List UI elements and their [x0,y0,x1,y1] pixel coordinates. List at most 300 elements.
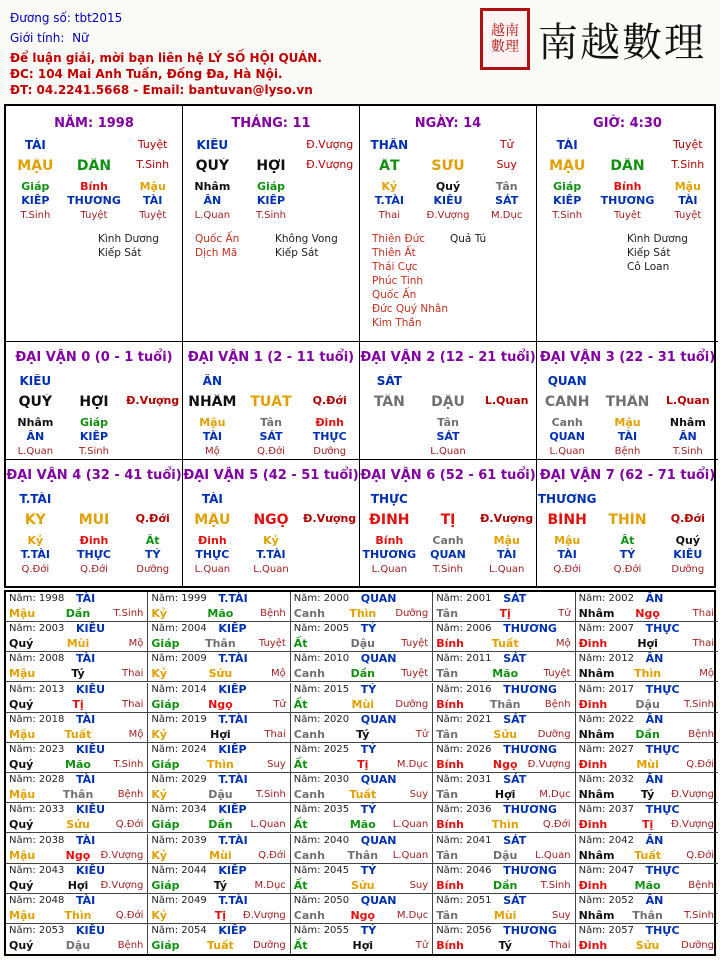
dai-van-title: ĐẠI VẬN 4 (32 - 41 tuổi) [6,468,182,483]
year-label: Năm: 1999 [151,593,207,604]
year-phase: Bệnh [688,728,714,740]
hidden-god: TỶ [619,548,636,561]
year-branch: Dậu [492,848,518,862]
year-label: Năm: 2026 [436,744,492,755]
year-branch: Tuất [206,939,234,953]
year-label: Năm: 2057 [578,925,634,937]
year-phase: Suy [267,759,286,770]
hidden-phase-row [6,564,182,575]
year-label: Năm: 2041 [436,834,492,846]
year-stem: Bính [436,758,465,771]
dai-van-title: ĐẠI VẬN 2 (12 - 21 tuổi) [360,350,536,365]
year-branch: Hợi [210,727,231,741]
hidden-stem: Quý [435,180,461,193]
hidden-stem: Ất [145,534,160,547]
year-phase: T.Sinh [113,759,144,770]
year-branch: Tuất [491,637,519,651]
spacer [597,374,657,388]
year-ten-god: TÀI [76,773,96,787]
year-stem: Kỷ [151,667,168,681]
hidden-phase [300,210,359,221]
year-branch: Thân [205,637,236,651]
spacer [477,492,536,506]
hidden-stem-row [360,534,536,547]
year-ten-god: TÀI [76,833,96,847]
hidden-stem: Nhâm [17,416,54,429]
year-ten-god: TỶ [360,743,377,756]
year-label: Năm: 2038 [9,834,65,846]
hidden-god: KIẾP [256,194,286,207]
year-ten-god: ẤN [645,592,664,605]
hidden-stem: Bính [375,534,404,547]
year-stem: Quý [9,939,34,953]
year-stem: Tân [436,667,459,681]
year-ten-god: QUAN [360,773,397,787]
year-phase: Đ.Vượng [671,789,714,801]
pillar-cell [183,106,360,342]
stem-branch-row [6,394,182,410]
year-cell [433,773,575,803]
year-label: Năm: 2018 [9,713,65,725]
ten-god: THÂN [370,138,409,152]
year-label: Năm: 2004 [151,623,207,635]
year-phase: Mộ [271,668,286,680]
hidden-phase: Dưỡng [136,564,170,575]
year-cell [576,652,718,682]
year-phase: Mộ [128,638,144,650]
hidden-phase [123,446,182,457]
year-branch: Mùi [66,637,90,651]
year-stem: Canh [293,848,325,862]
star-name: Thiên Đức [372,233,426,245]
pillar-grid [4,104,716,588]
ten-god: TÀI [24,138,46,152]
year-stem: Bính [436,878,465,892]
phase-label: Tuyệt [137,138,168,151]
year-branch: Thân [489,697,521,711]
year-cell [433,683,575,713]
year-ten-god: SÁT [503,592,527,605]
stem-branch-row [360,394,536,410]
year-stem: Tân [436,848,459,862]
ten-god: TÀI [201,492,223,506]
year-phase: Bệnh [117,940,144,952]
branch-phase: Đ.Vượng [306,158,354,171]
heavenly-stem: ĐINH [369,512,410,528]
dai-van-cell [6,460,183,586]
year-label: Năm: 2025 [293,744,350,755]
year-branch: Dậu [208,788,233,802]
year-ten-god: THƯƠNG [503,863,557,877]
hidden-god-row [537,548,718,561]
dai-van-title: ĐẠI VẬN 0 (0 - 1 tuổi) [15,350,173,365]
year-ten-god: SÁT [503,894,527,907]
branch-phase: T.Sinh [136,158,170,171]
year-ten-god: ẤN [645,894,664,907]
star-name: Kiếp Sát [275,247,319,259]
dai-van-title: ĐẠI VẬN 3 (22 - 31 tuổi) [539,350,716,365]
god-row [537,138,718,152]
hidden-god [477,430,536,443]
year-label: Năm: 2012 [578,653,634,665]
hidden-phase-row [537,446,718,457]
year-ten-god: ẤN [645,833,664,847]
year-branch: Tị [214,909,227,922]
branch-phase: Đ.Vượng [303,512,357,525]
pillar-title: NĂM: 1998 [54,116,134,131]
year-cell [433,743,575,773]
year-phase: Tuyệt [401,668,429,680]
year-ten-god: T.TÀI [218,773,248,787]
year-cell [291,894,433,924]
hidden-god: T.TÀI [374,194,404,207]
hidden-stem: Mậu [199,416,226,429]
dai-van-title: ĐẠI VẬN 5 (42 - 51 tuổi) [183,468,359,483]
year-label: Năm: 2022 [578,713,634,725]
hidden-god: THƯƠNG [67,194,121,207]
ten-god: KIÊU [19,374,52,388]
year-stem: Ất [293,758,308,771]
year-phase: T.Sinh [113,608,144,619]
year-branch: Mão [65,758,91,771]
year-stem: Tân [436,607,459,620]
star-name: Thái Cực [372,261,418,273]
hidden-phase: Q.Đới [553,564,582,575]
year-branch: Hợi [637,637,658,651]
year-branch: Ngọ [492,758,518,771]
year-phase: Bệnh [260,608,286,619]
year-stem: Mậu [9,667,36,681]
year-branch: Thìn [64,909,92,922]
year-ten-god: KIẾP [218,622,247,636]
year-ten-god: THƯƠNG [503,743,557,756]
year-label: Năm: 2013 [9,683,65,695]
year-cell [6,834,148,864]
ten-god: QUAN [547,374,587,388]
year-cell [576,894,718,924]
year-branch: Thân [632,909,663,922]
year-stem: Kỷ [151,909,168,922]
branch-phase: Q.Đới [135,512,170,525]
branch-phase: Q.Đới [670,512,705,525]
spacer [242,492,301,506]
hidden-god: KIÊU [433,194,463,207]
dai-van-title: ĐẠI VẬN 7 (62 - 71 tuổi) [539,468,716,483]
year-branch: Thìn [491,818,519,832]
star-name: Kiếp Sát [627,247,671,259]
year-ten-god: TỶ [360,924,377,938]
pillar-cell [360,106,537,342]
god-row [537,492,718,506]
year-branch: Dậu [635,697,660,711]
year-ten-god: THƯƠNG [503,682,557,696]
hidden-stem-row [6,180,182,193]
year-cell [291,743,433,773]
hidden-stem: Giáp [256,180,286,193]
year-cell [148,894,290,924]
gender-label: Giới tính: [10,31,65,45]
earthly-branch: TỊ [440,512,456,528]
year-ten-god: SÁT [503,652,527,666]
year-phase: T.Sinh [684,910,714,921]
hidden-god-row [6,548,182,561]
year-stem: Canh [293,607,325,620]
year-stem: Mậu [9,607,36,620]
hidden-god: SÁT [436,430,460,443]
hidden-god: KIÊU [673,548,703,561]
hidden-god-row [6,430,182,443]
year-branch: Dần [350,667,375,681]
stem-branch-row [360,512,536,528]
year-stem: Kỷ [151,788,168,802]
year-branch: Sửu [493,727,517,741]
spacer [419,138,478,152]
year-ten-god: THỰC [645,622,680,636]
spacer [658,374,718,388]
year-stem: Quý [9,878,34,892]
year-ten-god: T.TÀI [218,592,248,605]
year-cell [576,803,718,833]
year-cell [6,652,148,682]
year-branch: Thìn [349,607,377,620]
year-phase: T.Sinh [255,789,286,801]
stars-right [275,232,338,260]
heavenly-stem: ẤT [379,158,400,174]
hidden-stem [477,416,536,429]
year-ten-god: THỰC [645,682,680,696]
year-phase: Tử [273,698,286,710]
year-ten-god: T.TÀI [218,712,248,726]
hidden-stem: Quý [675,534,700,547]
hidden-phase: Đ.Vượng [426,210,470,221]
address-line: ĐC: 104 Mai Anh Tuấn, Đống Đa, Hà Nội. [10,67,283,81]
stars-right [450,232,486,246]
earthly-branch: DẦN [76,158,112,174]
pillar-cell [6,106,183,342]
year-cell [148,834,290,864]
year-label: Năm: 2020 [293,713,350,725]
stars-right [98,232,159,260]
year-ten-god: QUAN [360,833,397,847]
year-stem: Quý [9,758,34,771]
hidden-stem: Canh [432,534,464,547]
year-phase: Q.Đới [686,849,714,861]
year-branch: Thìn [206,758,234,771]
year-phase: M.Dục [396,910,429,921]
year-ten-god: T.TÀI [218,833,248,847]
year-stem: Giáp [151,818,180,832]
stem-branch-row [360,158,536,174]
year-ten-god: T.TÀI [218,894,248,907]
heavenly-stem: CANH [544,394,590,410]
year-label: Năm: 2011 [436,653,492,665]
hidden-stem: Ất [620,534,635,547]
year-ten-god: KIẾP [218,924,247,938]
year-branch: Dần [635,727,660,741]
hidden-phase: Mộ [204,446,220,457]
year-cell [6,683,148,713]
year-phase: Dưỡng [395,608,429,619]
year-ten-god: TỶ [360,682,377,696]
year-phase: L.Quan [250,819,286,831]
stem-branch-row [183,394,359,410]
hidden-phase: Tuyệt [674,210,702,221]
logo [480,8,706,70]
stem-branch-row [183,512,359,528]
year-branch: Hợi [67,878,89,892]
heavenly-stem: QUÝ [18,394,53,410]
earthly-branch: MÙI [78,512,110,528]
year-cell [576,622,718,652]
year-ten-god: QUAN [360,592,397,605]
year-phase: M.Dục [539,789,571,801]
ten-god: THƯƠNG [537,492,597,506]
year-stem: Giáp [151,758,180,771]
spacer [597,492,657,506]
spacer [419,492,478,506]
dai-van-cell [360,342,537,460]
hidden-phase [477,446,536,457]
star-name: Dịch Mã [195,247,238,259]
year-ten-god: SÁT [503,833,527,847]
year-label: Năm: 2053 [9,925,65,937]
year-phase: Thai [264,728,286,740]
dai-van-cell [6,342,183,460]
hidden-god: THƯƠNG [362,548,417,561]
hidden-phase: T.Sinh [552,210,583,221]
hidden-phase-row [360,210,536,221]
year-cell [433,864,575,894]
year-cell [291,924,433,954]
hidden-phase-row [6,446,182,457]
year-stem: Đinh [578,697,608,711]
year-branch: Mùi [493,909,517,922]
year-branch: Thìn [634,667,662,681]
star-name: Phúc Tinh [372,275,424,287]
earthly-branch: TUẤT [250,394,292,410]
year-label: Năm: 2005 [293,623,350,635]
year-cell [291,773,433,803]
year-branch: Ngọ [350,909,376,922]
year-stem: Ất [293,818,308,832]
year-ten-god: THƯƠNG [503,622,557,636]
god-row [183,492,359,506]
year-label: Năm: 2040 [293,834,350,846]
year-stem: Ất [293,878,308,892]
year-branch: Mão [349,818,376,832]
hidden-phase-row [6,210,182,221]
god-row [183,138,359,152]
year-label: Năm: 2019 [151,713,207,725]
year-cell [148,924,290,954]
year-label: Năm: 2030 [293,774,350,786]
dai-van-cell [360,460,537,586]
dai-van-cell [537,342,718,460]
pillar-cell [537,106,718,342]
hidden-god: SÁT [495,194,519,207]
year-cell [433,713,575,743]
year-branch: Tuất [349,788,377,802]
god-row [360,138,536,152]
year-ten-god: T.TÀI [218,652,248,666]
hidden-god [300,548,359,561]
year-phase: M.Dục [396,759,429,770]
hidden-phase-row [537,564,718,575]
hidden-god: T.TÀI [20,548,50,561]
hidden-stem: Giáp [21,180,50,193]
year-label: Năm: 2029 [151,774,207,786]
spacer [242,374,301,388]
year-ten-god: SÁT [503,712,527,726]
year-branch: Tị [357,758,369,771]
year-label: Năm: 2015 [293,683,350,695]
heavenly-stem: QUÝ [195,158,230,174]
hidden-stem: Mậu [493,534,520,547]
year-stem: Kỷ [151,848,168,862]
dai-van-cell [183,460,360,586]
year-label: Năm: 2046 [436,864,492,876]
year-label: Năm: 2050 [293,895,350,906]
year-branch: Thân [62,788,94,802]
year-label: Năm: 2042 [578,834,634,846]
year-label: Năm: 2031 [436,774,492,786]
year-label: Năm: 2032 [578,774,634,786]
year-branch: Dậu [65,939,91,953]
heavenly-stem: NHÂM [188,394,237,410]
code-label: Đương số: [10,11,71,25]
year-branch: Tị [72,697,84,711]
stem-branch-row [537,512,718,528]
year-cell [576,924,718,954]
hidden-god [123,430,182,443]
year-cell [148,864,290,894]
spacer [597,138,657,152]
year-branch: Tý [640,788,655,802]
year-cell [148,652,290,682]
year-stem: Đinh [578,878,608,892]
dai-van-title: ĐẠI VẬN 1 (2 - 11 tuổi) [187,350,355,365]
year-phase: Dưỡng [537,728,571,740]
year-cell [6,864,148,894]
hidden-god: ẤN [26,430,45,443]
hidden-stem: Mậu [139,180,166,193]
year-label: Năm: 2049 [151,895,207,906]
year-branch: Sửu [351,878,375,892]
year-cell [576,713,718,743]
year-label: Năm: 2001 [436,593,492,604]
year-label: Năm: 2027 [578,744,634,755]
year-cell [576,773,718,803]
year-cell [576,834,718,864]
year-phase: Q.Đới [258,849,286,861]
hidden-god-row [183,548,359,561]
year-phase: Dưỡng [681,940,714,952]
year-stem: Bính [436,818,465,832]
year-grid [4,590,716,956]
hidden-god: THƯƠNG [600,194,655,207]
branch-phase: Đ.Vượng [480,512,534,525]
year-branch: Tuất [634,848,661,862]
year-phase: Dưỡng [395,698,429,710]
year-label: Năm: 2043 [9,864,65,876]
year-phase: Q.Đới [542,819,571,831]
hidden-stem: Nhâm [669,416,706,429]
star-name: Đức Quý Nhân [372,303,448,315]
hidden-phase: L.Quan [430,446,466,457]
star-name: Kim Thần [372,317,422,329]
hidden-phase: T.Sinh [256,210,286,221]
year-branch: Thân [347,848,379,862]
